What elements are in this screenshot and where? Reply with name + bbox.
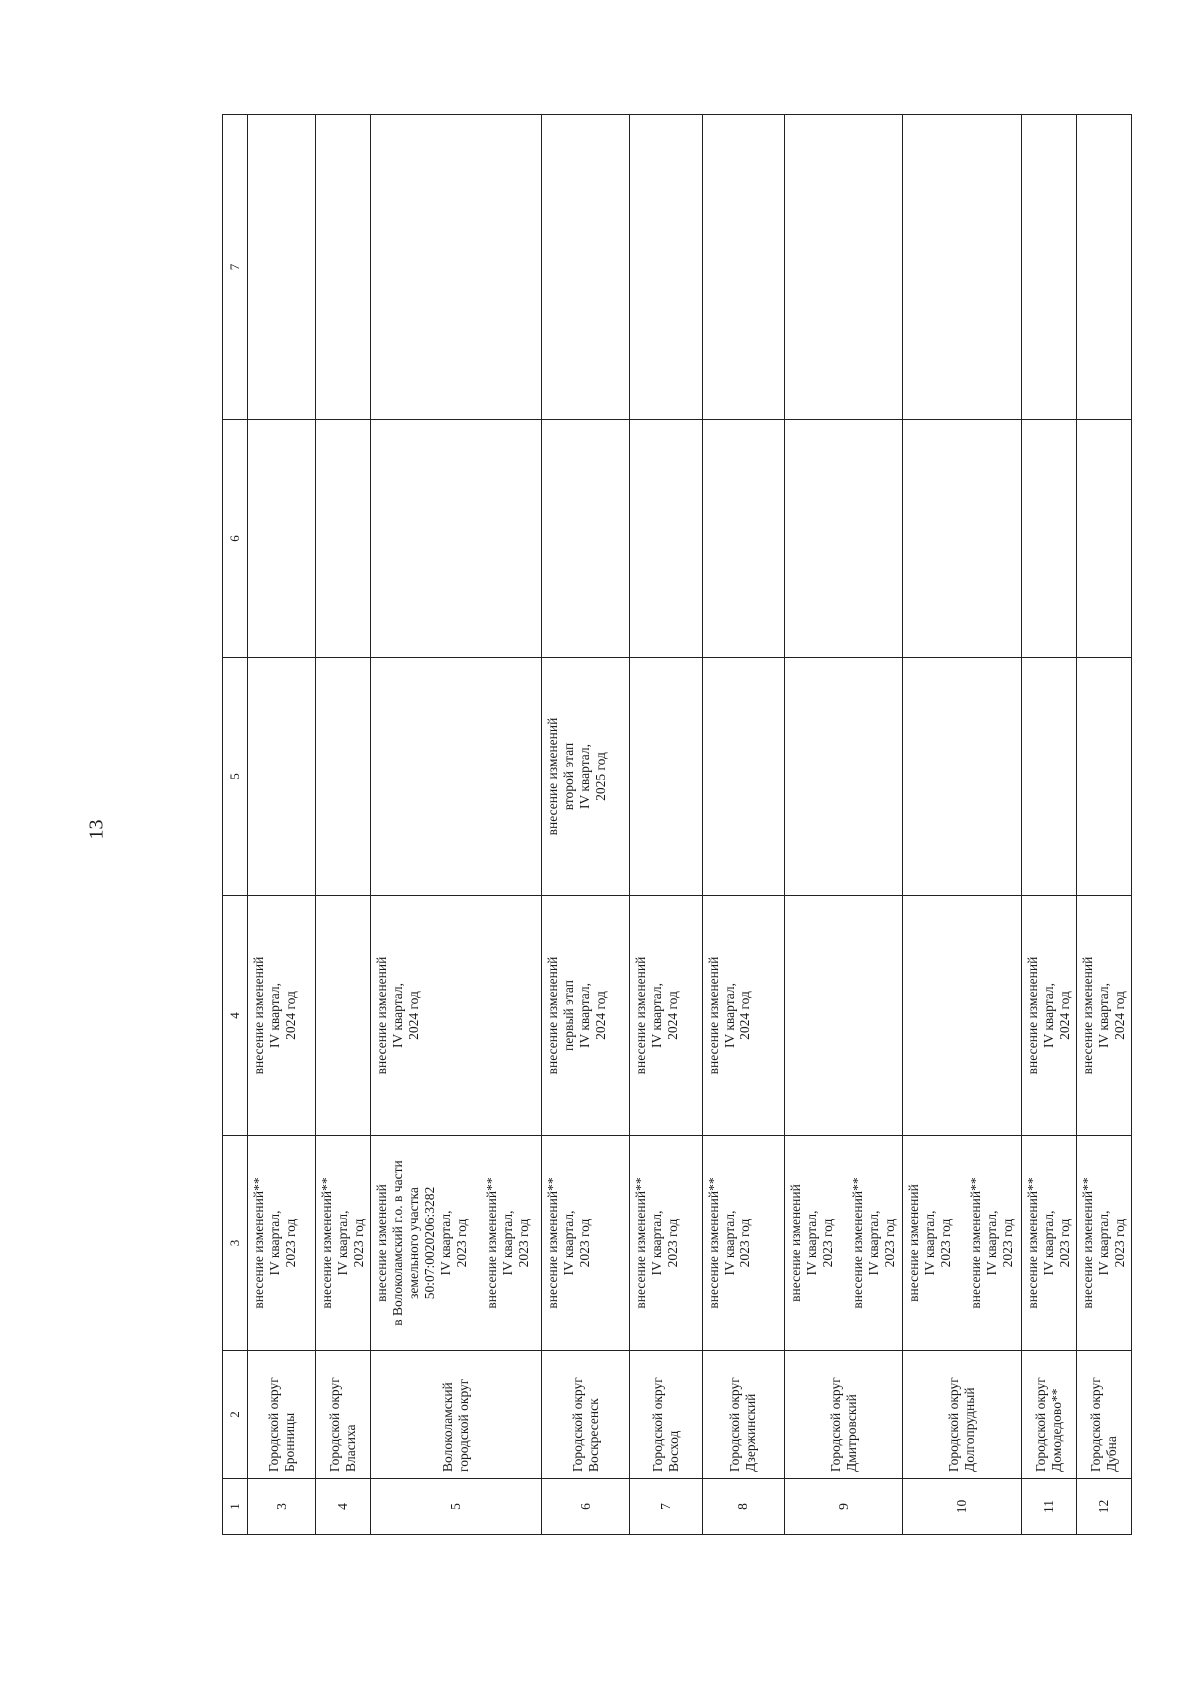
cell-line: IV квартал, [649,1210,665,1276]
row-number-cell: 5 [371,1479,542,1535]
schedule-cell-c4 [784,896,902,1136]
schedule-cell-c5 [903,658,1021,896]
cell-line: внесение изменений [1079,956,1095,1075]
cell-line: 2023 год [453,1218,469,1268]
cell-line: 2024 год [1111,991,1127,1040]
empty-cell-col6 [784,420,902,658]
empty-cell-col6 [630,420,702,658]
municipality-cell: Городской округ Власиха [316,1351,371,1479]
cell-line: внесение изменений [544,717,560,836]
cell-line: в Волоколамский г.о. в части [390,1160,406,1326]
cell-line: внесение изменений [374,956,390,1075]
cell-line: внесение изменений [374,1184,390,1302]
schedule-cell-c4 [371,896,542,1136]
schedule-cell-c4 [316,896,371,1136]
cell-line: IV квартал, [560,1210,576,1276]
page-number: 13 [85,819,108,840]
empty-cell-col6 [903,420,1021,658]
cell-line: 2023 год [881,1218,897,1268]
municipality-cell: Городской округ Дмитровский [784,1351,902,1479]
column-header: 7 [223,115,248,420]
schedule-cell-c3 [903,1136,1021,1351]
cell-line: внесение изменений** [705,1177,721,1309]
column-header: 1 [223,1479,248,1535]
empty-cell-col7 [1076,115,1131,420]
cell-line: внесение изменений** [483,1177,499,1309]
cell-line: 2023 год [1000,1218,1016,1268]
table-row [371,115,542,1535]
cell-line: 2023 год [938,1218,954,1268]
empty-cell-col6 [316,420,371,658]
cell-line: внесение изменений [633,956,649,1075]
empty-cell-col7 [541,115,629,420]
empty-cell-col7 [316,115,371,420]
cell-line: 2025 год [592,752,608,801]
schedule-cell-c3 [316,1136,371,1351]
schedule-cell-c5 [371,658,542,896]
cell-line: 2023 год [515,1218,531,1268]
cell-line: 2023 год [1056,1218,1072,1268]
cell-line: 50:07:0020206:3282 [422,1186,438,1300]
table-row [702,115,784,1535]
empty-cell-col6 [371,420,542,658]
row-number-cell: 12 [1076,1479,1131,1535]
spacer [836,1142,850,1344]
cell-line: 2023 год [351,1218,367,1268]
cell-line: внесение изменений** [251,1177,266,1309]
cell-line: IV квартал, [984,1210,1000,1276]
column-header: 5 [223,658,248,896]
empty-cell-col7 [1021,115,1076,420]
schedule-cell-c5 [1021,658,1076,896]
cell-line: внесение изменений [705,956,721,1075]
table-row [630,115,702,1535]
empty-cell-col7 [784,115,902,420]
cell-line: 2024 год [406,991,422,1040]
schedule-cell-c5 [784,658,902,896]
cell-line: IV квартал, [721,1210,737,1276]
empty-cell-col7 [371,115,542,420]
cell-line: второй этап [560,742,576,811]
cell-line: IV квартал, [865,1210,881,1276]
empty-cell-col6 [702,420,784,658]
cell-line: IV квартал, [803,1210,819,1276]
municipality-cell: Волоколамский городской округ [371,1351,542,1479]
schedule-cell-c4 [541,896,629,1136]
municipality-cell: Городской округ Воскресенск [541,1351,629,1479]
cell-line: внесение изменений** [633,1177,649,1309]
municipality-cell: Городской округ Долгопрудный [903,1351,1021,1479]
cell-line: первый этап [560,980,576,1051]
cell-line: IV квартал, [437,1210,453,1276]
empty-cell-col6 [1076,420,1131,658]
rotated-table-container [222,115,1132,1535]
cell-line: IV квартал, [335,1210,351,1276]
cell-line: 2024 год [592,991,608,1040]
cell-line: земельного участка [406,1187,422,1299]
row-number-cell: 11 [1021,1479,1076,1535]
cell-line: IV квартал, [1040,983,1056,1048]
cell-line: IV квартал, [390,983,406,1048]
schedule-cell-c4 [630,896,702,1136]
row-number-cell: 4 [316,1479,371,1535]
table-row [541,115,629,1535]
cell-line: IV квартал, [266,983,282,1048]
schedule-cell-c5 [630,658,702,896]
schedule-cell-c3 [784,1136,902,1351]
table-row [1076,115,1131,1535]
empty-cell-col6 [1021,420,1076,658]
schedule-table [222,114,1132,1535]
cell-line: внесение изменений** [968,1177,984,1309]
header-row [223,115,248,1535]
cell-line: IV квартал, [1095,1210,1111,1276]
cell-line: 2024 год [665,991,681,1040]
schedule-cell-c4 [1021,896,1076,1136]
table-row [248,115,316,1535]
row-number-cell: 10 [903,1479,1021,1535]
column-header: 3 [223,1136,248,1351]
cell-line: внесение изменений [544,956,560,1075]
empty-cell-col6 [541,420,629,658]
empty-cell-col7 [630,115,702,420]
cell-line: IV квартал, [1040,1210,1056,1276]
schedule-cell-c3 [371,1136,542,1351]
row-number-cell: 3 [248,1479,316,1535]
cell-line: 2024 год [737,991,753,1040]
schedule-cell-c5 [702,658,784,896]
cell-line: 2023 год [665,1218,681,1268]
table-row [316,115,371,1535]
cell-line: внесение изменений [1024,956,1040,1075]
municipality-cell: Городской округ Дубна [1076,1351,1131,1479]
schedule-cell-c4 [1076,896,1131,1136]
schedule-cell-c4 [903,896,1021,1136]
schedule-cell-c3 [1076,1136,1131,1351]
cell-line: 2023 год [576,1218,592,1268]
row-number-cell: 8 [702,1479,784,1535]
cell-line: IV квартал, [922,1210,938,1276]
schedule-cell-c5 [248,658,316,896]
cell-line: IV квартал, [576,983,592,1048]
empty-cell-col7 [702,115,784,420]
cell-line: IV квартал, [649,983,665,1048]
empty-cell-col7 [903,115,1021,420]
empty-cell-col7 [248,115,316,420]
column-header: 6 [223,420,248,658]
cell-line: IV квартал, [1095,983,1111,1048]
cell-line: 2024 год [282,991,298,1040]
cell-line: внесение изменений [787,1184,803,1302]
schedule-cell-c3 [630,1136,702,1351]
schedule-cell-c5 [541,658,629,896]
column-header: 2 [223,1351,248,1479]
row-number-cell: 9 [784,1479,902,1535]
cell-line: внесение изменений** [1024,1177,1040,1309]
spacer [954,1142,968,1344]
cell-line: IV квартал, [721,983,737,1048]
schedule-cell-c4 [702,896,784,1136]
cell-line: внесение изменений** [319,1177,335,1309]
schedule-cell-c5 [1076,658,1131,896]
municipality-cell: Городской округ Восход [630,1351,702,1479]
cell-line: 2024 год [1056,991,1072,1040]
table-row [784,115,902,1535]
schedule-cell-c3 [702,1136,784,1351]
schedule-cell-c5 [316,658,371,896]
cell-line: внесение изменений** [544,1177,560,1309]
cell-line: внесение изменений** [1079,1177,1095,1309]
cell-line: внесение изменений** [849,1177,865,1309]
cell-line: внесение изменений [906,1184,922,1302]
row-number-cell: 7 [630,1479,702,1535]
schedule-cell-c3 [1021,1136,1076,1351]
cell-line: 2023 год [737,1218,753,1268]
table-row [1021,115,1076,1535]
cell-line: 2023 год [819,1218,835,1268]
municipality-cell: Городской округ Бронницы [248,1351,316,1479]
cell-line: 2023 год [1111,1218,1127,1268]
cell-line: внесение изменений [251,956,266,1075]
municipality-cell: Городской округ Домодедово** [1021,1351,1076,1479]
table-row [903,115,1021,1535]
schedule-cell-c4 [248,896,316,1136]
cell-line: IV квартал, [576,744,592,809]
row-number-cell: 6 [541,1479,629,1535]
spacer [470,1142,484,1344]
cell-line: 2023 год [282,1218,298,1268]
municipality-cell: Городской округ Дзержинский [702,1351,784,1479]
cell-line: IV квартал, [266,1210,282,1276]
column-header: 4 [223,896,248,1136]
schedule-cell-c3 [541,1136,629,1351]
empty-cell-col6 [248,420,316,658]
schedule-cell-c3 [248,1136,316,1351]
cell-line: IV квартал, [499,1210,515,1276]
